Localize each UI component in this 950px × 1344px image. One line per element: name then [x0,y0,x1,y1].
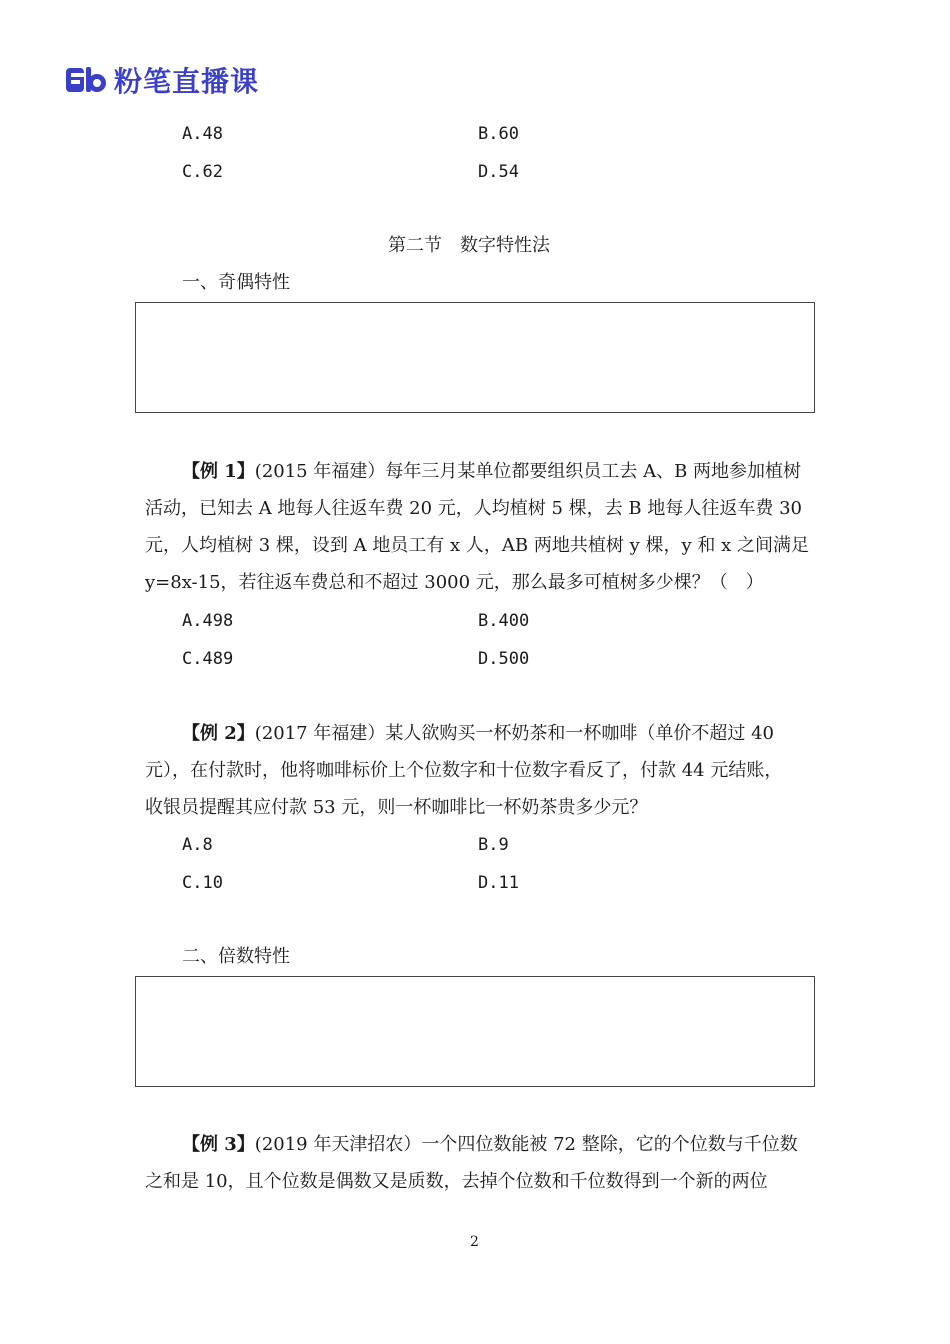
example-3-text-1: (2019 年天津招农）一个四位数能被 72 整除，它的个位数与千位数 [254,1134,798,1155]
example-1-line-3: 元，人均植树 3 棵，设到 A 地员工有 x 人，AB 两地共植树 y 棵，y 和 x 之间满足 [145,535,809,556]
page-number: 2 [470,1234,479,1250]
notes-box [135,976,815,1087]
example-2-line-1 [182,722,774,746]
example-1-option-b: B.400 [478,611,530,631]
section-title: 第二节 数字特性法 [388,235,550,256]
top-option-a: A.48 [182,124,223,144]
example-1-text-1: (2015 年福建）每年三月某单位都要组织员工去 A、B 两地参加植树 [254,461,802,482]
top-option-b: B.60 [478,124,519,144]
example-1-option-a: A.498 [182,611,234,631]
example-1-line-4: y=8x-15，若往返车费总和不超过 3000 元，那么最多可植树多少棵？（ ） [145,572,764,593]
example-1-tag: 【例 1】 [182,461,255,482]
notes-box [135,302,815,413]
subsection-heading-odd-even: 一、奇偶特性 [182,272,290,293]
example-3-tag: 【例 3】 [182,1134,255,1155]
example-2-line-3: 收银员提醒其应付款 53 元，则一杯咖啡比一杯奶茶贵多少元？ [145,797,648,818]
brand-name: 粉笔直播课 [114,65,260,98]
example-1-line-1 [182,460,801,484]
top-option-d: D.54 [478,162,519,182]
example-2-option-c: C.10 [182,873,223,893]
top-option-c: C.62 [182,162,223,182]
example-1-option-d: D.500 [478,649,530,669]
example-2-tag: 【例 2】 [182,723,255,744]
brand-logo [66,60,259,100]
example-2-option-a: A.8 [182,835,213,855]
example-2-option-d: D.11 [478,873,519,893]
example-1-line-2: 活动，已知去 A 地每人往返车费 20 元，人均植树 5 棵，去 B 地每人往返车费 30 [145,498,802,519]
example-3-line-2: 之和是 10，且个位数是偶数又是质数，去掉个位数和千位数得到一个新的两位 [145,1171,768,1192]
fenbi-logo-icon [66,65,108,95]
example-2-line-2: 元），在付款时，他将咖啡标价上个位数字和十位数字看反了，付款 44 元结账， [145,760,783,781]
example-3-line-1 [182,1133,798,1157]
subsection-heading-multiple: 二、倍数特性 [182,946,290,967]
example-2-text-1: (2017 年福建）某人欲购买一杯奶茶和一杯咖啡（单价不超过 40 [254,723,774,744]
example-2-option-b: B.9 [478,835,509,855]
example-1-option-c: C.489 [182,649,234,669]
